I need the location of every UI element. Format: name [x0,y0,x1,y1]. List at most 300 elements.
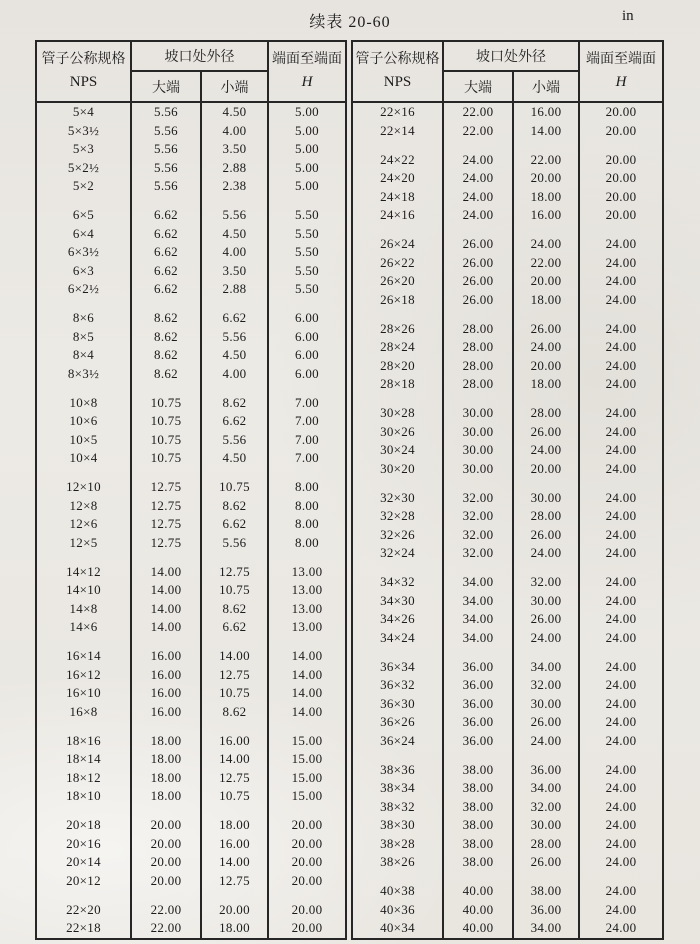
cell-large-end: 18.00 [131,787,201,806]
cell-small-end: 6.62 [201,412,268,431]
cell-nps: 22×14 [352,122,443,141]
cell-nps: 32×26 [352,526,443,545]
cell-h: 20.00 [268,853,346,872]
cell-nps: 14×12 [36,563,131,582]
cell-large-end: 16.00 [131,666,201,685]
cell-h: 20.00 [268,919,346,939]
cell-large-end: 36.00 [443,732,513,751]
table-row [352,102,663,122]
table-row [36,159,346,178]
table-row [36,581,346,600]
cell-small-end: 14.00 [201,853,268,872]
cell-large-end: 38.00 [443,816,513,835]
cell-large-end: 22.00 [443,122,513,141]
cell-small-end: 24.00 [513,441,579,460]
cell-small-end: 8.62 [201,703,268,722]
cell-nps: 20×12 [36,872,131,891]
cell-nps: 26×20 [352,272,443,291]
cell-large-end: 8.62 [131,328,201,347]
table-row [36,497,346,516]
cell-small-end: 34.00 [513,919,579,939]
cell-nps: 30×28 [352,404,443,423]
header-nps-cn: 管子公称规格 [41,52,126,68]
table-row [36,835,346,854]
cell-large-end: 8.62 [131,346,201,365]
cell-nps: 18×10 [36,787,131,806]
table-row [36,750,346,769]
cell-h: 7.00 [268,431,346,450]
cell-h: 7.00 [268,394,346,413]
cell-large-end: 5.56 [131,177,201,196]
table-row [36,280,346,299]
cell-nps: 38×36 [352,761,443,780]
cell-h: 24.00 [579,798,663,817]
cell-h: 24.00 [579,853,663,872]
cell-large-end: 38.00 [443,761,513,780]
cell-small-end: 4.00 [201,243,268,262]
cell-h: 13.00 [268,581,346,600]
cell-nps: 12×6 [36,515,131,534]
cell-h: 5.50 [268,206,346,225]
cell-nps: 16×12 [36,666,131,685]
cell-small-end: 4.50 [201,346,268,365]
cell-small-end: 36.00 [513,761,579,780]
table-row [36,328,346,347]
cell-nps: 5×2 [36,177,131,196]
cell-large-end: 16.00 [131,684,201,703]
cell-large-end: 10.75 [131,394,201,413]
table-row [352,441,663,460]
cell-h: 14.00 [268,703,346,722]
cell-large-end: 22.00 [443,102,513,122]
table-row [36,365,346,384]
cell-large-end: 28.00 [443,375,513,394]
cell-large-end: 20.00 [131,835,201,854]
header-small-end: 小端 [201,71,268,102]
cell-nps: 8×3½ [36,365,131,384]
cell-h: 24.00 [579,919,663,939]
cell-nps: 10×5 [36,431,131,450]
cell-h: 24.00 [579,526,663,545]
table-row [352,460,663,479]
cell-h: 24.00 [579,507,663,526]
header-nps-en: NPS [69,73,98,90]
cell-large-end: 6.62 [131,243,201,262]
cell-h: 20.00 [579,102,663,122]
cell-nps: 32×28 [352,507,443,526]
cell-h: 5.50 [268,243,346,262]
cell-small-end: 10.75 [201,787,268,806]
spec-table-left [35,40,347,940]
table-row [36,122,346,141]
table-row [352,695,663,714]
cell-nps: 38×30 [352,816,443,835]
cell-h: 8.00 [268,497,346,516]
table-row [36,853,346,872]
cell-nps: 36×26 [352,713,443,732]
cell-h: 5.00 [268,102,346,122]
table-row [36,262,346,281]
cell-small-end: 20.00 [513,169,579,188]
cell-small-end: 18.00 [513,291,579,310]
cell-large-end: 14.00 [131,618,201,637]
cell-h: 20.00 [579,169,663,188]
cell-small-end: 5.56 [201,206,268,225]
cell-small-end: 16.00 [201,732,268,751]
header-nps [352,41,443,102]
cell-h: 24.00 [579,816,663,835]
cell-nps: 14×10 [36,581,131,600]
table-row [352,169,663,188]
cell-h: 20.00 [579,188,663,207]
cell-small-end: 28.00 [513,835,579,854]
cell-nps: 8×5 [36,328,131,347]
cell-h: 20.00 [579,122,663,141]
cell-small-end: 20.00 [201,901,268,920]
unit-label: in [622,8,634,24]
spec-table-right [351,40,664,940]
cell-h: 24.00 [579,713,663,732]
cell-large-end: 26.00 [443,272,513,291]
cell-nps: 16×14 [36,647,131,666]
cell-h: 5.50 [268,225,346,244]
cell-nps: 8×4 [36,346,131,365]
cell-small-end: 20.00 [513,460,579,479]
cell-small-end: 24.00 [513,235,579,254]
cell-h: 20.00 [579,206,663,225]
group-spacer-row [36,637,346,648]
cell-small-end: 20.00 [513,272,579,291]
cell-nps: 10×8 [36,394,131,413]
table-row [36,872,346,891]
cell-small-end: 32.00 [513,798,579,817]
cell-nps: 28×24 [352,338,443,357]
cell-nps: 6×2½ [36,280,131,299]
table-row [36,412,346,431]
cell-nps: 32×24 [352,544,443,563]
group-spacer-row [352,309,663,320]
cell-nps: 28×18 [352,375,443,394]
cell-large-end: 26.00 [443,235,513,254]
table-row [36,600,346,619]
group-spacer-row [36,383,346,394]
cell-nps: 40×36 [352,901,443,920]
cell-small-end: 34.00 [513,779,579,798]
cell-large-end: 38.00 [443,798,513,817]
cell-large-end: 36.00 [443,713,513,732]
cell-nps: 20×16 [36,835,131,854]
table-row [352,507,663,526]
cell-h: 24.00 [579,423,663,442]
cell-nps: 30×24 [352,441,443,460]
table-row [352,357,663,376]
cell-large-end: 36.00 [443,658,513,677]
table-row [352,188,663,207]
cell-large-end: 40.00 [443,882,513,901]
cell-small-end: 16.00 [513,206,579,225]
cell-h: 15.00 [268,732,346,751]
cell-h: 20.00 [268,835,346,854]
cell-small-end: 24.00 [513,544,579,563]
cell-small-end: 10.75 [201,478,268,497]
cell-nps: 38×28 [352,835,443,854]
cell-large-end: 40.00 [443,919,513,939]
cell-large-end: 28.00 [443,320,513,339]
cell-small-end: 36.00 [513,901,579,920]
cell-h: 24.00 [579,235,663,254]
cell-small-end: 30.00 [513,695,579,714]
cell-h: 5.50 [268,280,346,299]
cell-small-end: 12.75 [201,769,268,788]
cell-small-end: 30.00 [513,592,579,611]
header-face-cn: 端面至端面 [272,52,342,68]
cell-large-end: 36.00 [443,695,513,714]
cell-large-end: 5.56 [131,122,201,141]
cell-small-end: 8.62 [201,497,268,516]
cell-small-end: 18.00 [513,188,579,207]
cell-h: 8.00 [268,515,346,534]
group-spacer-row [36,806,346,817]
cell-nps: 5×4 [36,102,131,122]
cell-small-end: 6.62 [201,618,268,637]
cell-large-end: 34.00 [443,573,513,592]
cell-h: 24.00 [579,404,663,423]
table-row [36,647,346,666]
cell-h: 24.00 [579,320,663,339]
cell-h: 24.00 [579,835,663,854]
table-row [36,684,346,703]
cell-nps: 36×32 [352,676,443,695]
cell-large-end: 14.00 [131,563,201,582]
cell-large-end: 30.00 [443,404,513,423]
cell-h: 24.00 [579,732,663,751]
table-row [352,592,663,611]
cell-h: 6.00 [268,328,346,347]
cell-large-end: 32.00 [443,544,513,563]
cell-small-end: 28.00 [513,507,579,526]
cell-h: 7.00 [268,412,346,431]
table-row [352,151,663,170]
header-od-group: 坡口处外径 [131,41,268,71]
cell-h: 24.00 [579,254,663,273]
cell-nps: 34×32 [352,573,443,592]
table-row [352,375,663,394]
table-row [352,573,663,592]
table-row [36,919,346,939]
cell-large-end: 24.00 [443,169,513,188]
cell-h: 24.00 [579,882,663,901]
cell-small-end: 5.56 [201,534,268,553]
group-spacer-row [352,563,663,574]
cell-h: 24.00 [579,338,663,357]
group-spacer-row [352,140,663,151]
header-face-symbol: H [301,73,313,90]
cell-large-end: 32.00 [443,526,513,545]
cell-small-end: 5.56 [201,328,268,347]
table-row [352,235,663,254]
cell-nps: 26×18 [352,291,443,310]
cell-small-end: 38.00 [513,882,579,901]
cell-h: 24.00 [579,441,663,460]
cell-h: 20.00 [579,151,663,170]
table-row [36,346,346,365]
cell-large-end: 22.00 [131,919,201,939]
cell-nps: 16×10 [36,684,131,703]
cell-h: 24.00 [579,460,663,479]
cell-nps: 36×34 [352,658,443,677]
cell-nps: 8×6 [36,309,131,328]
cell-h: 24.00 [579,629,663,648]
header-face-cn: 端面至端面 [586,52,656,68]
cell-h: 6.00 [268,346,346,365]
cell-h: 24.00 [579,779,663,798]
cell-small-end: 32.00 [513,573,579,592]
cell-large-end: 38.00 [443,779,513,798]
table-row [352,658,663,677]
table-row [352,423,663,442]
cell-h: 8.00 [268,534,346,553]
header-face-to-face [268,41,346,102]
cell-nps: 24×20 [352,169,443,188]
cell-large-end: 26.00 [443,254,513,273]
header-nps [36,41,131,102]
group-spacer-row [36,468,346,479]
table-row [36,816,346,835]
cell-nps: 34×26 [352,610,443,629]
cell-large-end: 30.00 [443,460,513,479]
cell-large-end: 6.62 [131,280,201,299]
cell-small-end: 26.00 [513,713,579,732]
cell-small-end: 10.75 [201,684,268,703]
cell-h: 14.00 [268,647,346,666]
cell-nps: 28×20 [352,357,443,376]
cell-large-end: 18.00 [131,732,201,751]
cell-large-end: 20.00 [131,853,201,872]
cell-nps: 20×18 [36,816,131,835]
table-row [36,140,346,159]
cell-h: 14.00 [268,684,346,703]
cell-nps: 24×18 [352,188,443,207]
cell-large-end: 10.75 [131,449,201,468]
cell-nps: 36×24 [352,732,443,751]
cell-h: 24.00 [579,291,663,310]
table-row [352,732,663,751]
group-spacer-row [352,647,663,658]
table-row [352,320,663,339]
cell-small-end: 2.88 [201,280,268,299]
cell-h: 7.00 [268,449,346,468]
cell-nps: 12×5 [36,534,131,553]
cell-large-end: 8.62 [131,365,201,384]
cell-large-end: 34.00 [443,610,513,629]
cell-small-end: 2.38 [201,177,268,196]
cell-nps: 26×22 [352,254,443,273]
cell-large-end: 38.00 [443,835,513,854]
cell-nps: 12×8 [36,497,131,516]
cell-small-end: 12.75 [201,563,268,582]
cell-large-end: 34.00 [443,592,513,611]
cell-h: 24.00 [579,573,663,592]
cell-small-end: 3.50 [201,140,268,159]
cell-small-end: 8.62 [201,600,268,619]
cell-small-end: 18.00 [201,816,268,835]
cell-nps: 22×18 [36,919,131,939]
cell-h: 24.00 [579,610,663,629]
group-spacer-row [36,552,346,563]
table-row [352,676,663,695]
cell-nps: 38×26 [352,853,443,872]
cell-nps: 18×14 [36,750,131,769]
page-title: 续表 20-60 [309,14,391,31]
cell-small-end: 22.00 [513,151,579,170]
table-row [36,732,346,751]
table-row [36,618,346,637]
cell-h: 5.50 [268,262,346,281]
cell-large-end: 32.00 [443,489,513,508]
cell-small-end: 6.62 [201,309,268,328]
cell-h: 5.00 [268,122,346,141]
table-row [352,816,663,835]
cell-h: 24.00 [579,375,663,394]
cell-h: 6.00 [268,365,346,384]
cell-nps: 30×26 [352,423,443,442]
cell-large-end: 16.00 [131,703,201,722]
cell-small-end: 4.50 [201,225,268,244]
cell-large-end: 20.00 [131,816,201,835]
table-row [36,769,346,788]
table-row [36,666,346,685]
cell-large-end: 5.56 [131,159,201,178]
cell-small-end: 6.62 [201,515,268,534]
table-row [352,526,663,545]
cell-large-end: 18.00 [131,769,201,788]
cell-h: 20.00 [268,901,346,920]
cell-h: 24.00 [579,272,663,291]
cell-h: 5.00 [268,177,346,196]
table-row [352,272,663,291]
cell-large-end: 24.00 [443,188,513,207]
table-row [352,610,663,629]
cell-small-end: 14.00 [201,647,268,666]
cell-h: 24.00 [579,761,663,780]
cell-small-end: 26.00 [513,526,579,545]
cell-small-end: 3.50 [201,262,268,281]
cell-h: 24.00 [579,592,663,611]
cell-large-end: 32.00 [443,507,513,526]
cell-small-end: 5.56 [201,431,268,450]
cell-small-end: 2.88 [201,159,268,178]
group-spacer-row [352,478,663,489]
cell-small-end: 4.00 [201,122,268,141]
cell-large-end: 30.00 [443,441,513,460]
table-row [36,394,346,413]
group-spacer-row [352,225,663,236]
table-row [352,629,663,648]
cell-large-end: 6.62 [131,262,201,281]
cell-small-end: 14.00 [201,750,268,769]
table-row [352,404,663,423]
cell-nps: 6×3½ [36,243,131,262]
header-large-end: 大端 [131,71,201,102]
table-row [36,449,346,468]
table-row [352,882,663,901]
header-nps-cn: 管子公称规格 [355,52,440,68]
cell-nps: 38×34 [352,779,443,798]
cell-nps: 16×8 [36,703,131,722]
cell-nps: 10×6 [36,412,131,431]
table-row [36,515,346,534]
table-row [352,489,663,508]
